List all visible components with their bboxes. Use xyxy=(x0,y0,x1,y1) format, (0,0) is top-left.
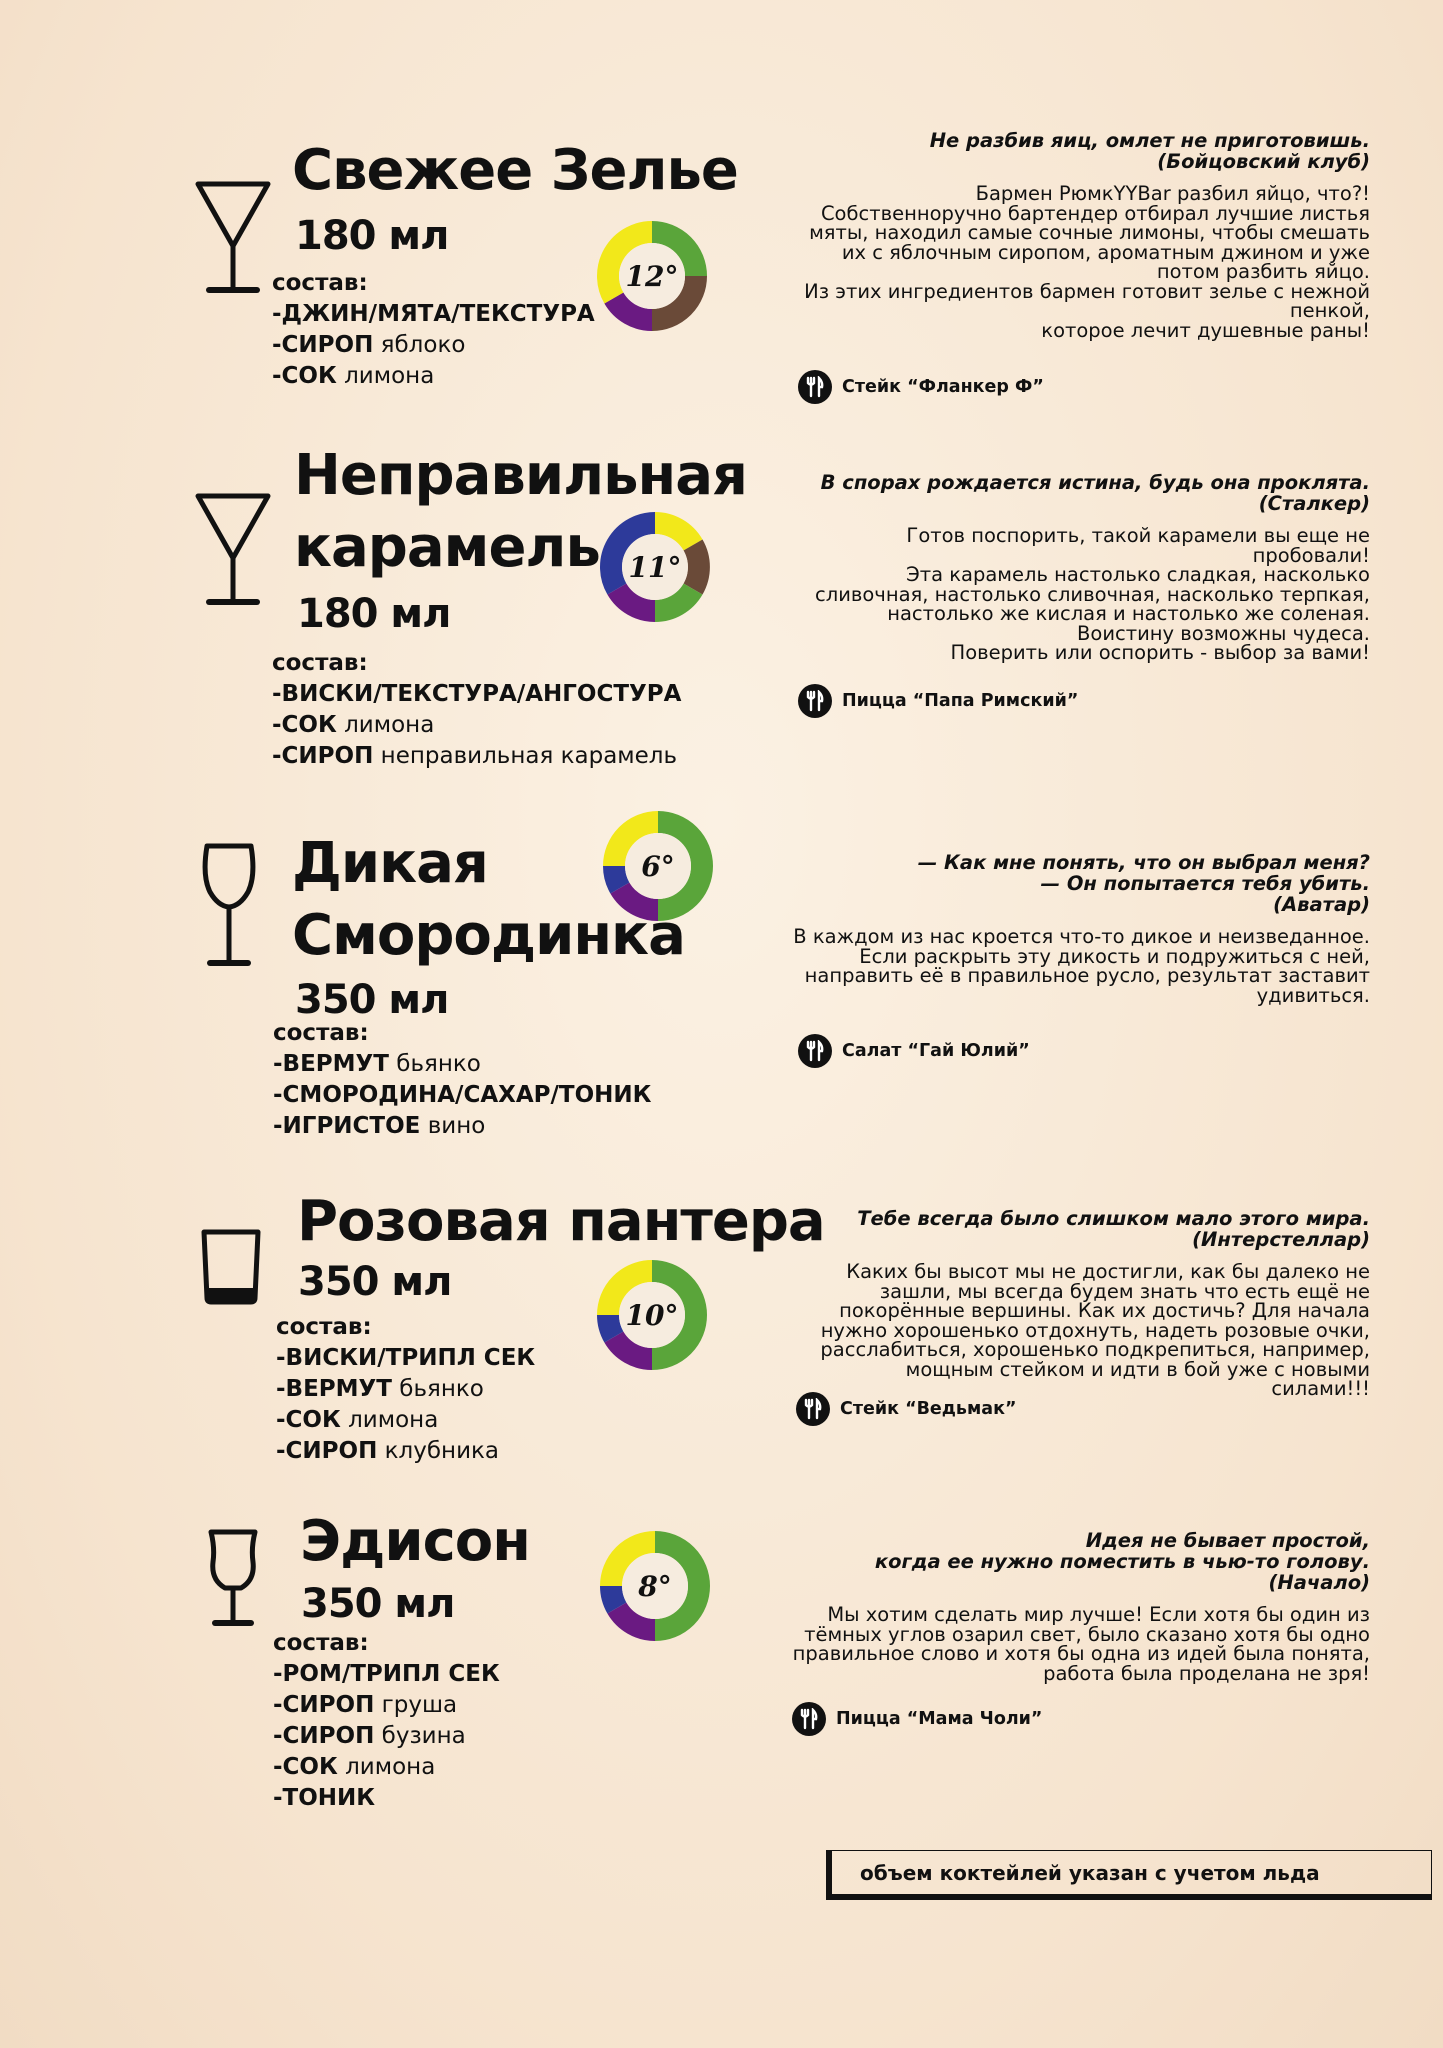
cocktail-description: Мы хотим сделать мир лучше! Если хотя бы один из тёмных углов озарил свет, было сказано хотя бы одно правильное слово и хотя бы одна из идей была понята, работа была проделана не зря! xyxy=(792,1603,1370,1685)
hurricane-glass-icon xyxy=(205,1528,261,1630)
ingredients-label: состав: xyxy=(273,1020,369,1046)
movie-quote: Идея не бывает простой, когда ее нужно поместить в чью-то голову. (Начало) xyxy=(874,1529,1370,1594)
ingredient-line: -СИРОП груша xyxy=(273,1692,458,1718)
food-pairing xyxy=(798,1034,1030,1068)
fork-knife-icon xyxy=(798,684,832,718)
martini-glass-icon xyxy=(195,492,271,608)
alcohol-strength-ring xyxy=(599,511,711,623)
cocktail-volume: 350 мл xyxy=(298,1259,452,1305)
alcohol-strength-value: 10° xyxy=(625,1298,679,1332)
food-pairing xyxy=(792,1702,1042,1736)
cocktail-description-block xyxy=(720,1208,1370,1399)
ingredient-line: -ВЕРМУТ бьянко xyxy=(273,1051,481,1077)
rocks-glass-icon xyxy=(200,1228,262,1306)
cocktail-name: Эдисон xyxy=(300,1509,530,1574)
cocktail-description: В каждом из нас кроется что-то дикое и неизведанное. Если раскрыть эту дикость и подружиться с ней, направить её в правильное русло, результат заставит удивиться. xyxy=(793,925,1370,1007)
cocktail-volume: 180 мл xyxy=(297,591,451,637)
ingredients-label: состав: xyxy=(276,1314,372,1340)
fork-knife-icon xyxy=(792,1702,826,1736)
ingredient-line: -СИРОП клубника xyxy=(276,1438,500,1464)
ingredient-line: -СМОРОДИНА/САХАР/ТОНИК xyxy=(273,1082,652,1108)
food-pairing xyxy=(798,684,1078,718)
cocktail-name: Дикая Смородинка xyxy=(292,831,685,968)
movie-quote: Не разбив яиц, омлет не приготовишь. (Бойцовский клуб) xyxy=(929,129,1370,173)
alcohol-strength-value: 12° xyxy=(625,259,679,293)
ingredients-label: состав: xyxy=(273,1630,369,1656)
ingredient-line: -ВИСКИ/ТРИПЛ СЕК xyxy=(276,1345,536,1371)
ingredients-list xyxy=(276,1312,535,1467)
ingredient-line: -СОК лимона xyxy=(273,1754,436,1780)
movie-quote: Тебе всегда было слишком мало этого мира. (Интерстеллар) xyxy=(857,1207,1370,1251)
ingredient-line: -ВЕРМУТ бьянко xyxy=(276,1376,484,1402)
alcohol-strength-value: 6° xyxy=(641,849,675,883)
fork-knife-icon xyxy=(798,1034,832,1068)
cocktail-name: Неправильная карамель xyxy=(294,443,747,580)
movie-quote: В спорах рождается истина, будь она проклята. (Сталкер) xyxy=(820,471,1370,515)
cocktail-description: Бармен РюмкYYBar разбил яйцо, что?! Собственноручно бартендер отбирал лучшие листья мяты, находил самые сочные лимоны, чтобы смешать их с яблочным сиропом, ароматным джином и уже потом разбить яйцо. Из этих ингредиентов бармен готовит зелье с нежной пенкой, которое лечит душевные раны! xyxy=(804,182,1370,342)
ingredient-line: -СОК лимона xyxy=(272,363,435,389)
ingredients-list xyxy=(272,268,595,392)
ingredients-list xyxy=(273,1628,500,1814)
alcohol-strength-value: 11° xyxy=(628,550,682,584)
cocktail-description: Готов поспорить, такой карамели вы еще не пробовали! Эта карамель настолько сладкая, насколько сливочная, настолько сливочная, насколько терпкая, настолько же кислая и настолько же соленая. Воистину возможны чудеса. Поверить или оспорить - выбор за вами! xyxy=(815,524,1370,664)
cocktail-volume: 350 мл xyxy=(295,977,449,1023)
food-pairing-label: Стейк “Фланкер Ф” xyxy=(842,377,1044,397)
cocktail-volume: 350 мл xyxy=(301,1581,455,1627)
cocktail-name: Свежее Зелье xyxy=(292,138,738,203)
cocktail-description-block xyxy=(720,1530,1370,1683)
fork-knife-icon xyxy=(798,370,832,404)
alcohol-strength-ring xyxy=(596,220,708,332)
ice-volume-note xyxy=(826,1850,1432,1900)
ingredient-line: -СИРОП яблоко xyxy=(272,332,466,358)
ingredient-line: -ТОНИК xyxy=(273,1785,376,1811)
ingredients-label: состав: xyxy=(272,650,368,676)
ice-volume-note-text: объем коктейлей указан с учетом льда xyxy=(860,1860,1320,1885)
ingredients-list xyxy=(272,648,681,772)
ingredient-line: -СОК лимона xyxy=(276,1407,439,1433)
alcohol-strength-ring xyxy=(602,810,714,922)
cocktail-name: Розовая пантера xyxy=(297,1189,825,1254)
fork-knife-icon xyxy=(796,1392,830,1426)
cocktail-description: Каких бы высот мы не достигли, как бы далеко не зашли, мы всегда будем знать что есть ещё не покорённые вершины. Как их достичь? Для начала нужно хорошенько отдохнуть, надеть розовые очки, расслабиться, хорошенько подкрепиться, например, мощным стейком и идти в бой уже с новыми силами!!! xyxy=(820,1260,1370,1400)
alcohol-strength-value: 8° xyxy=(638,1569,672,1603)
alcohol-strength-ring xyxy=(599,1530,711,1642)
ingredient-line: -ИГРИСТОЕ вино xyxy=(273,1113,486,1139)
food-pairing-label: Пицца “Мама Чоли” xyxy=(836,1709,1043,1729)
ingredient-line: -РОМ/ТРИПЛ СЕК xyxy=(273,1661,500,1687)
cocktail-volume: 180 мл xyxy=(295,213,449,259)
food-pairing-label: Салат “Гай Юлий” xyxy=(842,1041,1030,1061)
ingredient-line: -ДЖИН/МЯТА/ТЕКСТУРА xyxy=(272,301,595,327)
martini-glass-icon xyxy=(195,180,271,296)
ingredient-line: -СОК лимона xyxy=(272,712,435,738)
movie-quote: — Как мне понять, что он выбрал меня? — Он попытается тебя убить. (Аватар) xyxy=(917,851,1370,916)
ingredient-line: -СИРОП неправильная карамель xyxy=(272,743,678,769)
ingredient-line: -ВИСКИ/ТЕКСТУРА/АНГОСТУРА xyxy=(272,681,682,707)
ingredients-list xyxy=(273,1018,651,1142)
cocktail-description-block xyxy=(720,130,1370,340)
wine-glass-icon xyxy=(200,842,258,970)
ingredient-line: -СИРОП бузина xyxy=(273,1723,466,1749)
ingredients-label: состав: xyxy=(272,270,368,296)
cocktail-description-block xyxy=(720,472,1370,663)
food-pairing-label: Стейк “Ведьмак” xyxy=(840,1399,1017,1419)
food-pairing xyxy=(798,370,1044,404)
food-pairing xyxy=(796,1392,1017,1426)
food-pairing-label: Пицца “Папа Римский” xyxy=(842,691,1079,711)
alcohol-strength-ring xyxy=(596,1259,708,1371)
cocktail-description-block xyxy=(720,852,1370,1005)
